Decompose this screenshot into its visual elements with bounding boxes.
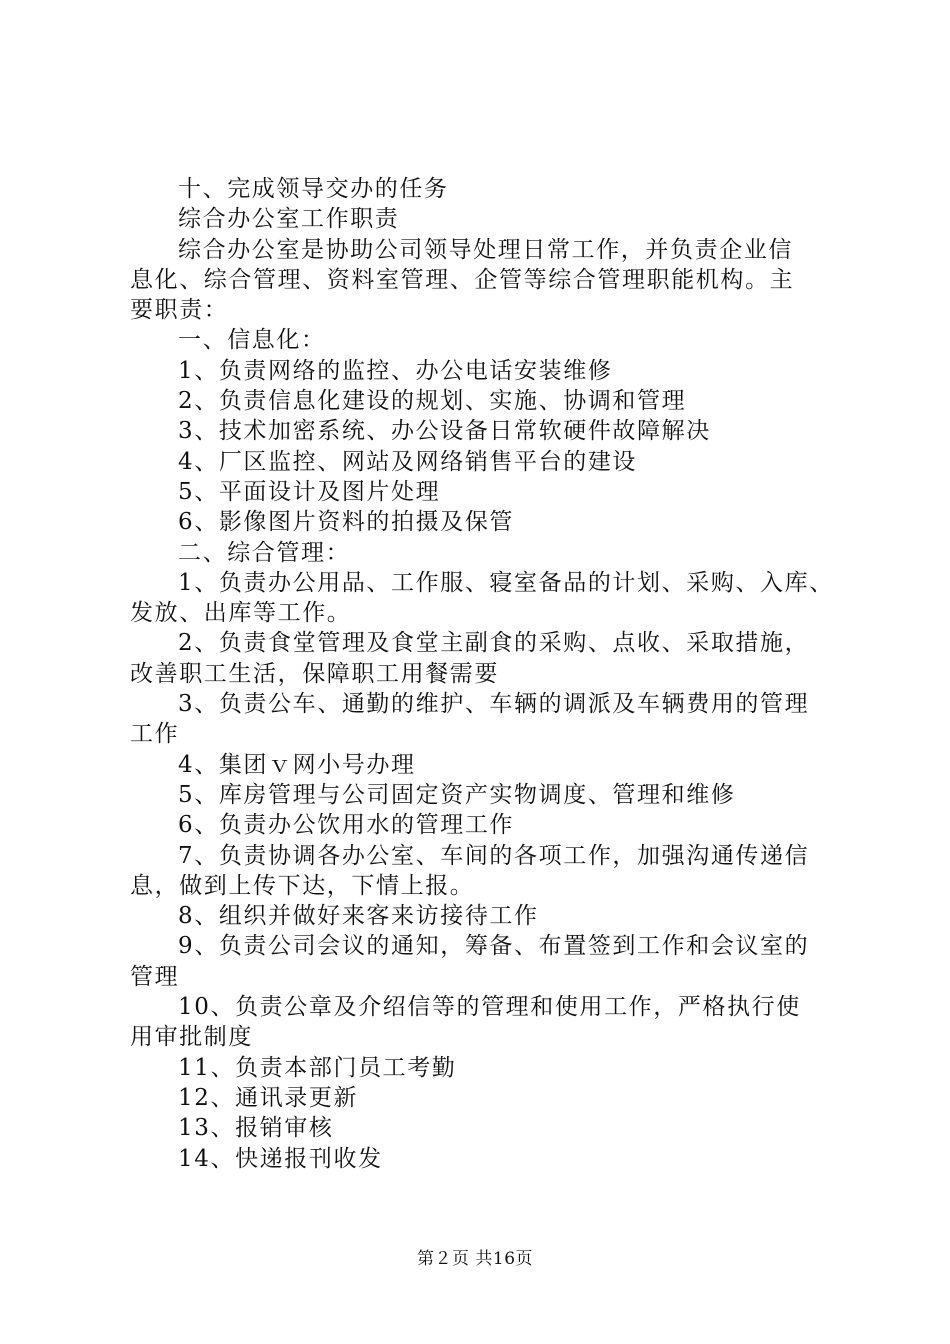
text-line: 发放、出库等工作。 [130, 600, 352, 627]
text-line: 1、负责网络的监控、办公电话安装维修 [178, 357, 613, 384]
text-line: 3、技术加密系统、办公设备日常软硬件故障解决 [178, 418, 711, 445]
text-line: 5、平面设计及图片处理 [178, 478, 441, 505]
text-line: 13、报销审核 [178, 1115, 334, 1142]
text-line: 4、厂区监控、网站及网络销售平台的建设 [178, 448, 638, 475]
text-line: 6、影像图片资料的拍摄及保管 [178, 509, 515, 536]
text-line: 3、负责公车、通勤的维护、车辆的调派及车辆费用的管理 [178, 691, 810, 718]
text-line: 12、通讯录更新 [178, 1084, 359, 1111]
text-line: 11、负责本部门员工考勤 [178, 1054, 457, 1081]
text-line: 6、负责办公饮用水的管理工作 [178, 812, 515, 839]
text-line: 要职责： [130, 297, 229, 324]
text-line: 7、负责协调各办公室、车间的各项工作，加强沟通传递信 [178, 842, 810, 869]
text-line: 息化、综合管理、资料室管理、企管等综合管理职能机构。主 [130, 266, 795, 293]
text-line: 用审批制度 [130, 1024, 253, 1051]
text-line: 10、负责公章及介绍信等的管理和使用工作，严格执行使 [178, 994, 801, 1021]
text-line: 2、负责食堂管理及食堂主副食的采购、点收、采取措施， [178, 630, 810, 657]
text-line: 十、完成领导交办的任务 [178, 176, 449, 202]
document-body [130, 174, 838, 1174]
text-line: 二、综合管理： [178, 539, 351, 566]
text-line: 综合办公室工作职责 [178, 206, 400, 233]
text-line: 管理 [130, 963, 180, 990]
text-line: 工作 [130, 721, 180, 748]
text-line: 息，做到上传下达，下情上报。 [130, 872, 475, 899]
text-line: 9、负责公司会议的通知，筹备、布置签到工作和会议室的 [178, 933, 810, 960]
text-line: 1、负责办公用品、工作服、寝室备品的计划、采购、入库、 [178, 569, 834, 596]
text-line: 14、快递报刊收发 [178, 1145, 383, 1172]
text-line: 一、信息化： [178, 327, 326, 354]
text-line: 8、组织并做好来客来访接待工作 [178, 903, 539, 930]
text-line: 改善职工生活，保障职工用餐需要 [130, 660, 499, 687]
text-line: 2、负责信息化建设的规划、实施、协调和管理 [178, 388, 687, 415]
text-line: 5、库房管理与公司固定资产实物调度、管理和维修 [178, 781, 736, 808]
text-line: 综合办公室是协助公司领导处理日常工作，并负责企业信 [178, 236, 793, 263]
text-line: 4、集团ｖ网小号办理 [178, 751, 416, 778]
page-footer: 第２页 共16页 [416, 1249, 534, 1269]
